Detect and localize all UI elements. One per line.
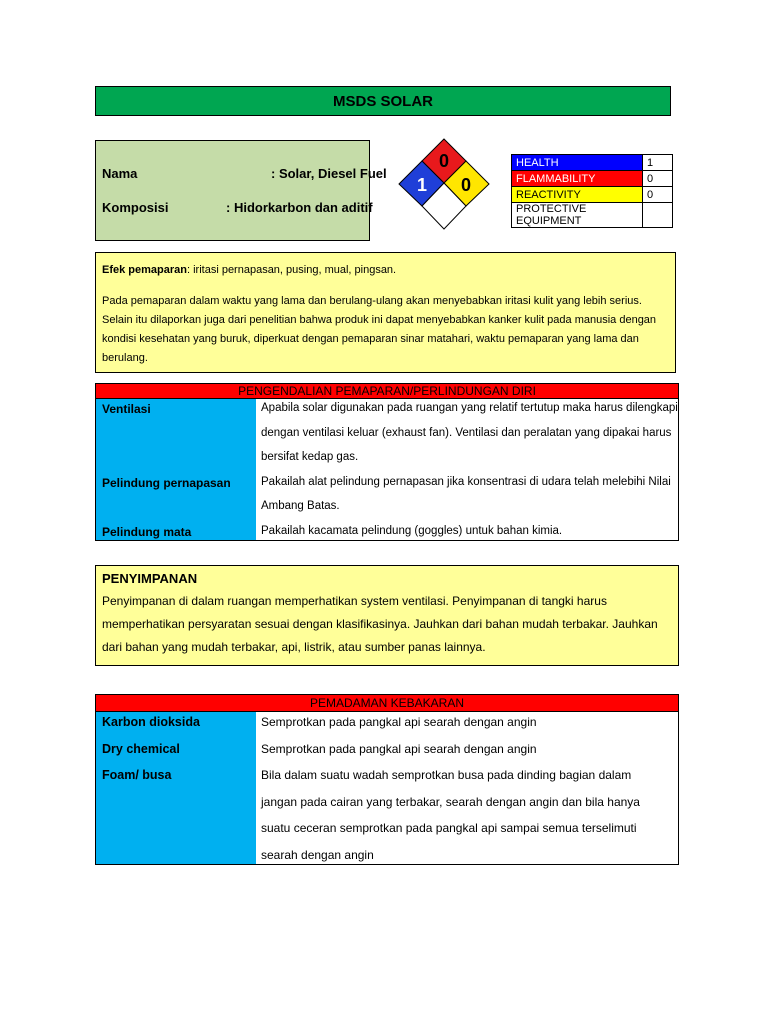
- respiratory-protection-label: Pelindung pernapasan: [102, 476, 231, 490]
- effects-paragraph-line: Pada pemaparan dalam waktu yang lama dan berulang-ulang akan menyebabkan iritasi kulit yang lebih serius.: [102, 295, 642, 307]
- exposure-effects-box: [95, 252, 676, 373]
- page-title: [95, 86, 671, 116]
- hazard-label: REACTIVITY: [512, 187, 643, 203]
- identity-box: [95, 140, 387, 241]
- dry-chemical-text: Semprotkan pada pangkal api searah dengan angin: [261, 742, 537, 756]
- effects-summary: [102, 261, 670, 280]
- name-label: Nama: [102, 166, 138, 181]
- storage-text-line: dari bahan yang mudah terbakar, api, listrik, atau sumber panas lainnya.: [102, 640, 486, 654]
- co2-label: Karbon dioksida: [102, 715, 200, 729]
- effects-paragraph-line: kondisi kesehatan yang buruk, diperkuat dengan pemaparan sinar matahari, waktu pemaparan yang lama dan: [102, 333, 639, 345]
- hazard-row-flammability: [512, 171, 673, 187]
- composition-label: Komposisi: [102, 200, 169, 215]
- fire-label-column: [96, 712, 256, 864]
- hazard-label: HEALTH: [512, 155, 643, 171]
- hazard-row-protective-equipment: [512, 203, 673, 228]
- eye-protection-label: Pelindung mata: [102, 525, 192, 539]
- nfpa-flammability-value: 0: [438, 151, 450, 171]
- nfpa-health-value: 1: [416, 175, 428, 195]
- storage-header: PENYIMPANAN: [102, 571, 198, 586]
- effects-paragraph-line: berulang.: [102, 352, 148, 364]
- dry-chemical-label: Dry chemical: [102, 742, 180, 756]
- storage-text-line: memperhatikan persyaratan sesuai dengan klasifikasinya. Jauhkan dari bahan mudah terbakar. Jauhkan: [102, 617, 658, 631]
- effects-paragraph-line: Selain itu dilaporkan juga dari penelitian bahwa produk ini dapat menyebabkan kanker kulit pada manusia dengan: [102, 314, 657, 326]
- hazard-value: 1: [643, 155, 673, 171]
- hazard-rating-table: [511, 154, 673, 228]
- eye-protection-text-line: Pakailah kacamata pelindung (goggles) untuk bahan kimia.: [261, 525, 563, 537]
- foam-text-line: suatu ceceran semprotkan pada pangkal api sampai semua terselimuti: [261, 821, 637, 835]
- exposure-control-table: [95, 383, 679, 541]
- effects-label: Efek pemaparan: [102, 264, 187, 276]
- hazard-label: FLAMMABILITY: [512, 171, 643, 187]
- storage-box: [95, 565, 679, 666]
- nfpa-diamond: [398, 138, 490, 230]
- ventilation-text-line: dengan ventilasi keluar (exhaust fan). Ventilasi dan peralatan yang dipakai harus: [261, 427, 672, 439]
- foam-text-line: jangan pada cairan yang terbakar, searah dengan angin dan bila hanya: [261, 795, 640, 809]
- foam-text-line: searah dengan angin: [261, 848, 374, 862]
- ventilation-label: Ventilasi: [102, 402, 151, 416]
- ventilation-text-line: Apabila solar digunakan pada ruangan yang relatif tertutup maka harus dilengkapi: [261, 402, 678, 414]
- fire-fighting-table: [95, 694, 679, 865]
- co2-text: Semprotkan pada pangkal api searah dengan angin: [261, 715, 537, 729]
- exposure-value-column: [256, 399, 678, 540]
- fire-fighting-header: PEMADAMAN KEBAKARAN: [96, 695, 678, 712]
- exposure-control-header: PENGENDALIAN PEMAPARAN/PERLINDUNGAN DIRI: [96, 384, 678, 399]
- ventilation-text-line: bersifat kedap gas.: [261, 451, 359, 463]
- hazard-value: 0: [643, 187, 673, 203]
- hazard-label: PROTECTIVE EQUIPMENT: [512, 203, 643, 228]
- name-value: : Solar, Diesel Fuel: [271, 166, 387, 181]
- hazard-row-health: [512, 155, 673, 171]
- nfpa-reactivity-value: 0: [460, 175, 472, 195]
- exposure-label-column: [96, 399, 256, 540]
- foam-label: Foam/ busa: [102, 768, 172, 782]
- foam-text-line: Bila dalam suatu wadah semprotkan busa pada dinding bagian dalam: [261, 768, 632, 782]
- hazard-row-reactivity: [512, 187, 673, 203]
- hazard-value: 0: [643, 171, 673, 187]
- hazard-value: [643, 203, 673, 228]
- respiratory-text-line: Pakailah alat pelindung pernapasan jika konsentrasi di udara telah melebihi Nilai: [261, 476, 671, 488]
- storage-text-line: Penyimpanan di dalam ruangan memperhatikan system ventilasi. Penyimpanan di tangki harus: [102, 594, 607, 608]
- effects-text: : iritasi pernapasan, pusing, mual, pingsan.: [186, 264, 397, 276]
- fire-value-column: [256, 712, 678, 864]
- page-title-text: MSDS SOLAR: [332, 92, 433, 110]
- composition-value: : Hidorkarbon dan aditif: [226, 200, 373, 215]
- respiratory-text-line: Ambang Batas.: [261, 500, 340, 512]
